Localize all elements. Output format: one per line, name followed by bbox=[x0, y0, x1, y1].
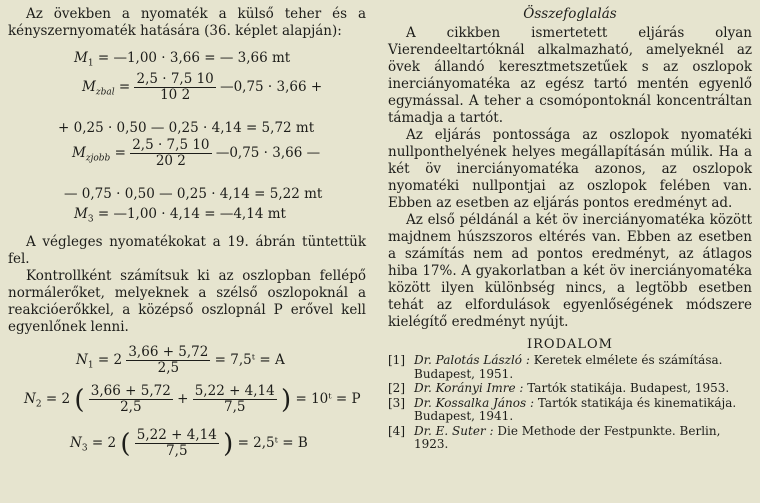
left-text-block bbox=[8, 234, 366, 336]
right-column bbox=[388, 6, 752, 453]
summary-paragraph-3: Az első példánál a két öv inerciányomatéka között majdnem húszszoros eltérés van. Ebben az esetben a számítás nem ad pontos eredményt, az átlagos hiba 17%. A gyakorlatban a két öv inerciányomatéka között ilyen különbség nincs, a legtöbb esetben tehát az elfordulások egyenlőségének módszere kielégítő eredményt nyújt. bbox=[388, 212, 752, 330]
references-list bbox=[388, 354, 752, 452]
equation-m3: $M_3$ = —1,00 · 4,14 = —4,14 mt bbox=[74, 206, 286, 225]
left-column bbox=[8, 6, 366, 40]
reference-item: [1] Dr. Palotás László : Keretek elmélete és számítása. Budapest, 1951. bbox=[388, 353, 723, 381]
summary-heading: Összefoglalás bbox=[523, 6, 617, 22]
equation-n1: $N_1 = 2$ $\frac{3,66 + 5,72}{2,5}$ = 7,5ᵗ = A bbox=[76, 344, 285, 376]
summary-paragraph-1: A cikkben ismertetett eljárás olyan Vierendeeltartóknál alkalmazható, amelyeknél az övek állandó keresztmetszetűek s az oszlopok inerciányomatéka az egész tartó mentén egyenlő egymással. A teher a csomópontoknál koncentráltan támadja a tartót. bbox=[388, 25, 752, 126]
equation-mzjobb-cont: — 0,75 · 0,50 — 0,25 · 4,14 = 5,22 mt bbox=[64, 186, 323, 202]
control-paragraph: Kontrollként számítsuk ki az oszlopban fellépő normálerőket, melyeknek a szélső oszlopoknál a reakcióerőkkel, a középső oszlopnál P erővel kell egyenlőnek lenni. bbox=[8, 268, 366, 335]
intro-paragraph: Az övekben a nyomaték a külső teher és a kényszernyomaték hatására (36. képlet alapján): bbox=[8, 6, 366, 39]
reference-item: [4] Dr. E. Suter : Die Methode der Festpunkte. Berlin, 1923. bbox=[388, 423, 721, 451]
equation-mzbal: $M_{zbal}$ = $\frac{2,5 \cdot 7,5 10}{10 2}$ —0,75 · 3,66 + bbox=[82, 71, 323, 103]
final-moments-paragraph: A végleges nyomatékokat a 19. ábrán tüntettük fel. bbox=[8, 234, 366, 267]
reference-item: [2] Dr. Korányi Imre : Tartók statikája. Budapest, 1953. bbox=[388, 381, 730, 395]
equation-n2: $N_2 = 2$ ( $\frac{3,66 + 5,72}{2,5}$ + $\frac{5,22 + 4,14}{7,5}$ ) = 10ᵗ = P bbox=[24, 383, 361, 415]
references-heading: IRODALOM bbox=[527, 337, 613, 352]
equation-mzjobb: $M_{zjobb}$ = $\frac{2,5 \cdot 7,5 10}{20 2}$ —0,75 · 3,66 — bbox=[72, 137, 321, 169]
summary-paragraph-2: Az eljárás pontossága az oszlopok nyomatéki nullponthelyének helyes megállapításán múlik. Ha a két öv inerciányomatéka azonos, az oszlopok nyomatéki nullpontjai az oszlopok felében van. Ebben az esetben az eljárás pontos eredményt ad. bbox=[388, 127, 752, 211]
reference-item: [3] Dr. Kossalka János : Tartók statikája és kinematikája. Budapest, 1941. bbox=[388, 395, 737, 423]
equation-m1: $M_1$ = —1,00 · 3,66 = — 3,66 mt bbox=[74, 50, 291, 69]
equation-mzbal-cont: + 0,25 · 0,50 — 0,25 · 4,14 = 5,72 mt bbox=[58, 120, 315, 136]
equation-n3: $N_3 = 2$ ( $\frac{5,22 + 4,14}{7,5}$ ) = 2,5ᵗ = B bbox=[70, 427, 308, 459]
